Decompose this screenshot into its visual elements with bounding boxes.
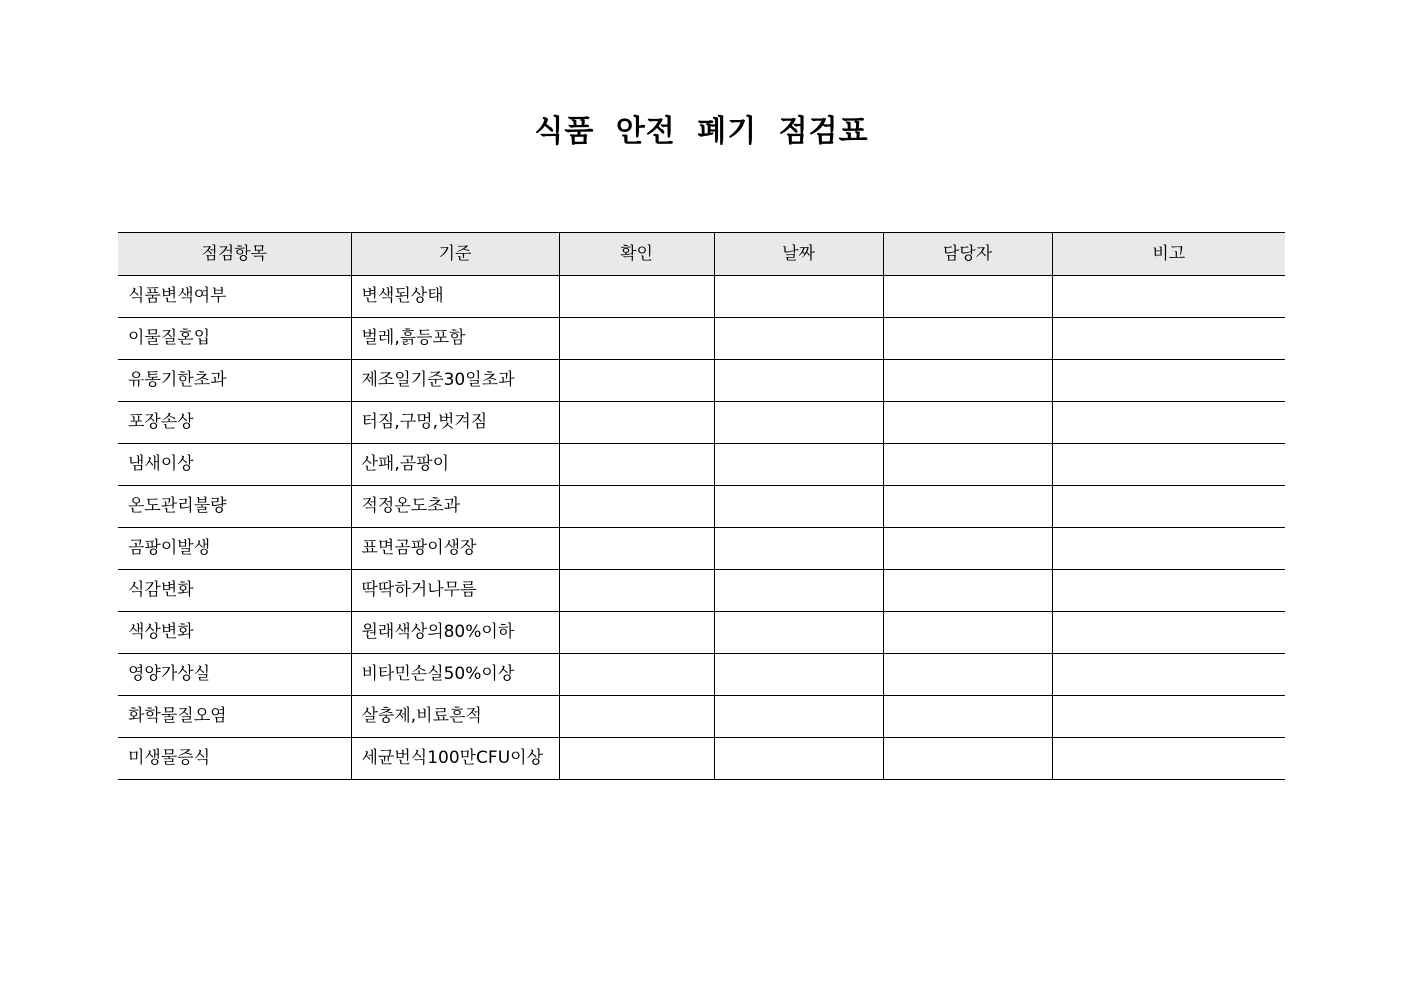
cell-inspection-item: 식감변화: [118, 570, 351, 612]
cell-check[interactable]: [559, 318, 714, 360]
cell-check[interactable]: [559, 486, 714, 528]
cell-date[interactable]: [714, 486, 883, 528]
cell-manager[interactable]: [883, 654, 1052, 696]
cell-inspection-item: 유통기한초과: [118, 360, 351, 402]
cell-note[interactable]: [1052, 696, 1285, 738]
cell-check[interactable]: [559, 654, 714, 696]
cell-note[interactable]: [1052, 318, 1285, 360]
cell-inspection-item: 색상변화: [118, 612, 351, 654]
inspection-table: [118, 232, 1285, 780]
cell-date[interactable]: [714, 612, 883, 654]
cell-criterion: 적정온도초과: [351, 486, 559, 528]
cell-inspection-item: 이물질혼입: [118, 318, 351, 360]
cell-criterion: 터짐,구멍,벗겨짐: [351, 402, 559, 444]
cell-date[interactable]: [714, 318, 883, 360]
cell-date[interactable]: [714, 528, 883, 570]
cell-check[interactable]: [559, 612, 714, 654]
cell-date[interactable]: [714, 276, 883, 318]
table-row: [118, 444, 1285, 486]
cell-criterion: 벌레,흙등포함: [351, 318, 559, 360]
cell-criterion: 제조일기준30일초과: [351, 360, 559, 402]
cell-check[interactable]: [559, 570, 714, 612]
table-body: [118, 276, 1285, 780]
header-manager: 담당자: [883, 233, 1052, 276]
table-row: [118, 738, 1285, 780]
cell-date[interactable]: [714, 738, 883, 780]
cell-check[interactable]: [559, 528, 714, 570]
table-row: [118, 528, 1285, 570]
cell-note[interactable]: [1052, 528, 1285, 570]
cell-note[interactable]: [1052, 486, 1285, 528]
cell-manager[interactable]: [883, 402, 1052, 444]
table-row: [118, 360, 1285, 402]
cell-note[interactable]: [1052, 360, 1285, 402]
cell-criterion: 산패,곰팡이: [351, 444, 559, 486]
cell-manager[interactable]: [883, 276, 1052, 318]
cell-note[interactable]: [1052, 612, 1285, 654]
header-date: 날짜: [714, 233, 883, 276]
cell-manager[interactable]: [883, 444, 1052, 486]
cell-date[interactable]: [714, 696, 883, 738]
cell-note[interactable]: [1052, 654, 1285, 696]
table-header-row: [118, 233, 1285, 276]
table-row: [118, 696, 1285, 738]
cell-check[interactable]: [559, 276, 714, 318]
cell-date[interactable]: [714, 444, 883, 486]
cell-manager[interactable]: [883, 528, 1052, 570]
cell-date[interactable]: [714, 402, 883, 444]
header-inspection-item: 점검항목: [118, 233, 351, 276]
cell-manager[interactable]: [883, 360, 1052, 402]
cell-check[interactable]: [559, 444, 714, 486]
cell-manager[interactable]: [883, 570, 1052, 612]
cell-check[interactable]: [559, 360, 714, 402]
document-title: 식품 안전 폐기 점검표: [534, 114, 869, 149]
cell-inspection-item: 냄새이상: [118, 444, 351, 486]
header-note: 비고: [1052, 233, 1285, 276]
cell-manager[interactable]: [883, 738, 1052, 780]
cell-inspection-item: 곰팡이발생: [118, 528, 351, 570]
table-row: [118, 402, 1285, 444]
cell-criterion: 원래색상의80%이하: [351, 612, 559, 654]
cell-date[interactable]: [714, 570, 883, 612]
table-row: [118, 612, 1285, 654]
table-row: [118, 486, 1285, 528]
cell-inspection-item: 화학물질오염: [118, 696, 351, 738]
cell-manager[interactable]: [883, 612, 1052, 654]
cell-inspection-item: 포장손상: [118, 402, 351, 444]
cell-inspection-item: 식품변색여부: [118, 276, 351, 318]
cell-check[interactable]: [559, 738, 714, 780]
cell-criterion: 세균번식100만CFU이상: [351, 738, 559, 780]
header-criterion: 기준: [351, 233, 559, 276]
header-check: 확인: [559, 233, 714, 276]
table-row: [118, 276, 1285, 318]
table-row: [118, 654, 1285, 696]
cell-note[interactable]: [1052, 276, 1285, 318]
cell-criterion: 표면곰팡이생장: [351, 528, 559, 570]
cell-inspection-item: 미생물증식: [118, 738, 351, 780]
cell-date[interactable]: [714, 360, 883, 402]
cell-criterion: 비타민손실50%이상: [351, 654, 559, 696]
cell-manager[interactable]: [883, 318, 1052, 360]
cell-criterion: 딱딱하거나무름: [351, 570, 559, 612]
cell-note[interactable]: [1052, 570, 1285, 612]
cell-manager[interactable]: [883, 486, 1052, 528]
cell-note[interactable]: [1052, 402, 1285, 444]
cell-note[interactable]: [1052, 444, 1285, 486]
cell-inspection-item: 영양가상실: [118, 654, 351, 696]
cell-inspection-item: 온도관리불량: [118, 486, 351, 528]
cell-criterion: 변색된상태: [351, 276, 559, 318]
cell-check[interactable]: [559, 402, 714, 444]
table-row: [118, 570, 1285, 612]
cell-criterion: 살충제,비료흔적: [351, 696, 559, 738]
table-row: [118, 318, 1285, 360]
cell-note[interactable]: [1052, 738, 1285, 780]
cell-date[interactable]: [714, 654, 883, 696]
cell-manager[interactable]: [883, 696, 1052, 738]
cell-check[interactable]: [559, 696, 714, 738]
